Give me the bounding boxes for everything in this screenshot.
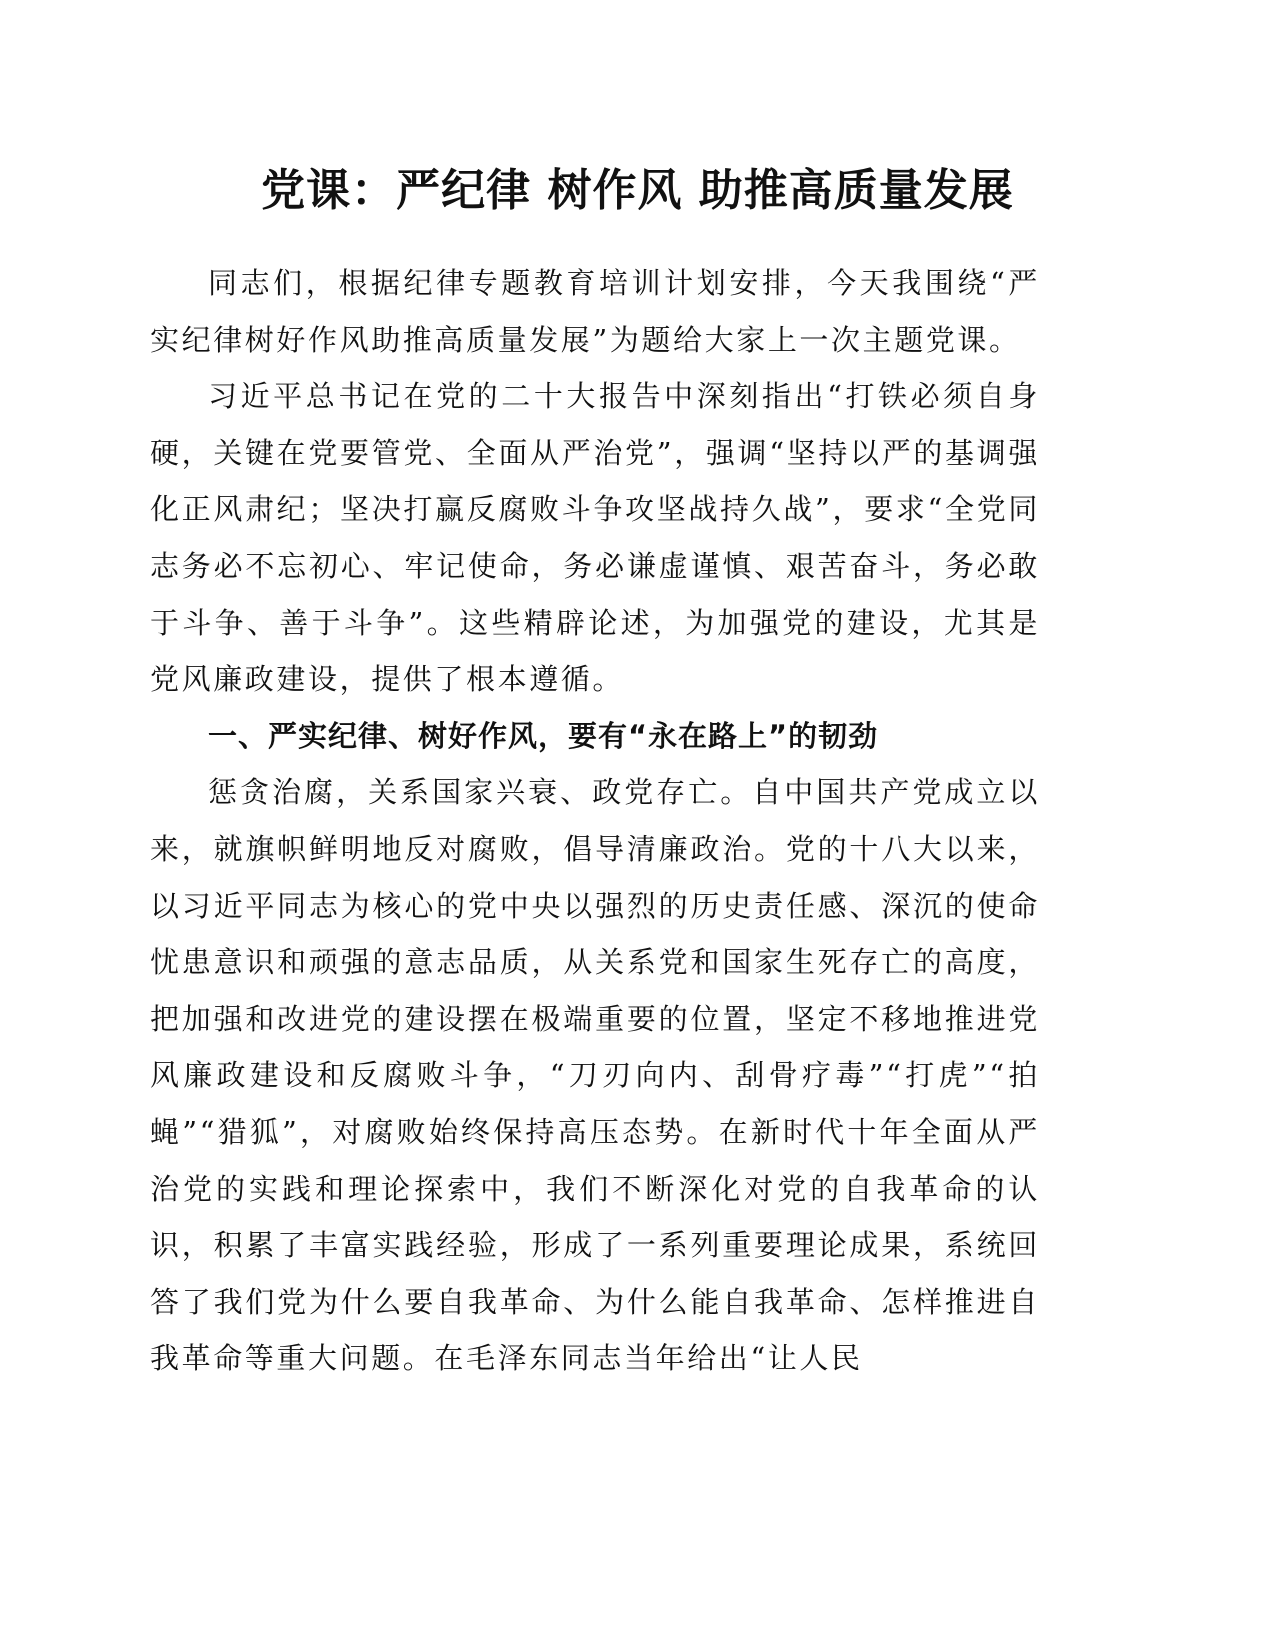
section-heading: 一、严实纪律、树好作风，要有“永在路上”的韧劲 xyxy=(208,718,879,753)
paragraph-intro: 同志们，根据纪律专题教育培训计划安排，今天我围绕“严实纪律树好作风助推高质量发展”为题给大家上一次主题党课。 xyxy=(150,266,1040,357)
paragraph-section-one: 惩贪治腐，关系国家兴衰、政党存亡。自中国共产党成立以来，就旗帜鲜明地反对腐败，倡导清廉政治。党的十八大以来，以习近平同志为核心的党中央以强烈的历史责任感、深沉的使命忧患意识和顽强的意志品质，从关系党和国家生死存亡的高度，把加强和改进党的建设摆在极端重要的位置，坚定不移地推进党风廉政建设和反腐败斗争，“刀刃向内、刮骨疗毒”“打虎”“拍蝇”“猎狐”，对腐败始终保持高压态势。在新时代十年全面从严治党的实践和理论探索中，我们不断深化对党的自我革命的认识，积累了丰富实践经验，形成了一系列重要理论成果，系统回答了我们党为什么要自我革命、为什么能自我革命、怎样推进自我革命等重大问题。在毛泽东同志当年给出“让人民 xyxy=(150,775,1040,1376)
paragraph-quote: 习近平总书记在党的二十大报告中深刻指出“打铁必须自身硬，关键在党要管党、全面从严治党”，强调“坚持以严的基调强化正风肃纪；坚决打赢反腐败斗争攻坚战持久战”，要求“全党同志务必不忘初心、牢记使命，务必谦虚谨慎、艰苦奋斗，务必敢于斗争、善于斗争”。这些精辟论述，为加强党的建设，尤其是党风廉政建设，提供了根本遵循。 xyxy=(150,379,1040,697)
document-title: 党课：严纪律 树作风 助推高质量发展 xyxy=(261,165,1014,216)
document-body xyxy=(150,255,1040,1387)
